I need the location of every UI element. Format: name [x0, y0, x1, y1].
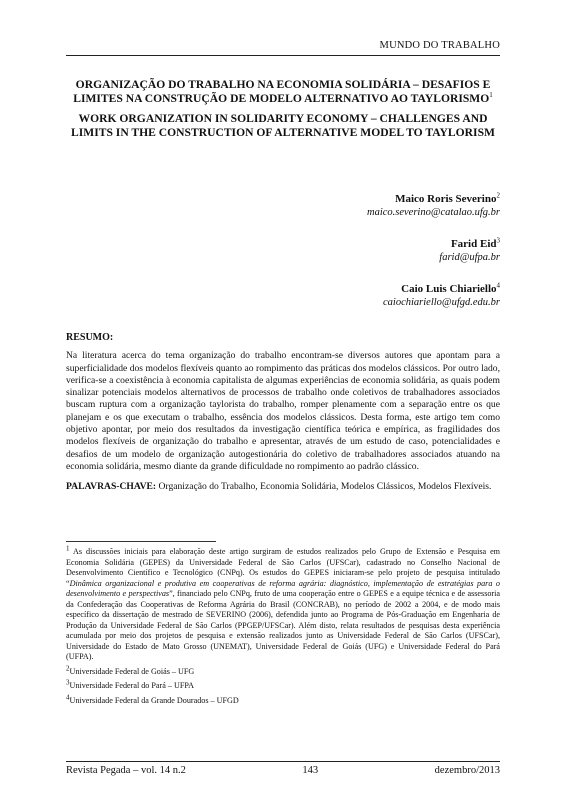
- footnote-2: [66, 663, 500, 678]
- author-block: [367, 192, 500, 327]
- abstract-heading: RESUMO:: [66, 332, 114, 343]
- page-footer: [66, 765, 500, 776]
- title-portuguese: [66, 78, 500, 106]
- footnote-4: [66, 692, 500, 707]
- journal-name: Revista Pegada – vol. 14 n.2: [66, 765, 186, 776]
- footnotes: [66, 544, 500, 710]
- footnote-number: 1: [66, 544, 70, 553]
- author-entry: [367, 237, 500, 265]
- footnote-1: [66, 544, 500, 663]
- footnote-text: ”, financiado pelo CNPq, fruto de uma cooperação entre o GEPES e a equipe técnica e de assessoria da Confederação das Cooperativas de Reforma Agrária do Brasil (CONCRAB), no período de 2002 a 2004, e de modo mais específico da dissertação de mestrado de SEVERINO (2006), defendida junto ao Programa de Pós-Graduação em Engenharia de Produção da Universidade Federal de São Carlos (PPGEP/UFSCar). Além disto, relata resultados de pesquisas desta experiência acumulada por meio dos projetos de pesquisa e extensão realizados junto as Universidade Federal de São Carlos (UFSCar), Universidade do Estado de Mato Grosso (UNEMAT), Universidade Federal de Goiás (UFG) e Universidade Federal do Pará (UFPA).: [66, 589, 500, 661]
- project-title: Dinâmica organizacional e produtiva em cooperativas de reforma agrária: diagnóstico, implementação de estratégias para o desenvolvimento e perspectivas: [66, 578, 500, 598]
- footnote-number: 3: [66, 678, 70, 687]
- author-footnote-marker: 2: [496, 191, 500, 200]
- author-name: Caio Luis Chiariello: [401, 283, 497, 295]
- keywords: [66, 481, 500, 493]
- footnote-text: As discussões iniciais para elaboração deste artigo surgiram de estudos realizados pelo Grupo de Extensão e Pesquisa em Economia Solidária (GEPES) da Universidade Federal de São Carlos (UFSCar), cadastrado no Conselho Nacional de Desenvolvimento Científico e Tecnológico (CNPq). Os estudos do GEPES iniciaram-se pelo projeto de pesquisa intitulado “: [66, 547, 500, 588]
- author-name: Maico Roris Severino: [395, 193, 497, 205]
- abstract-section: [66, 332, 500, 494]
- title-footnote-marker: 1: [489, 91, 493, 100]
- title-english: WORK ORGANIZATION IN SOLIDARITY ECONOMY – CHALLENGES AND LIMITS IN THE CONSTRUCTION OF ALTERNATIVE MODEL TO TAYLORISM: [71, 112, 495, 139]
- keywords-text: Organização do Trabalho, Economia Solidária, Modelos Clássicos, Modelos Flexíveis.: [158, 481, 492, 493]
- running-head: MUNDO DO TRABALHO: [379, 40, 500, 51]
- author-footnote-marker: 3: [496, 236, 500, 245]
- author-name: Farid Eid: [450, 238, 497, 250]
- author-email: farid@ufpa.br: [439, 252, 500, 263]
- keywords-label: PALAVRAS-CHAVE:: [66, 481, 157, 493]
- author-footnote-marker: 4: [496, 281, 500, 290]
- issue-date: dezembro/2013: [434, 765, 500, 776]
- author-email: maico.severino@catalao.ufg.br: [366, 207, 500, 218]
- footnote-number: 2: [66, 663, 70, 672]
- footnote-text: Universidade Federal do Pará – UFPA: [69, 681, 194, 690]
- page-number: 143: [302, 765, 319, 776]
- footnote-text: Universidade Federal de Goiás – UFG: [69, 666, 195, 676]
- footnote-3: [66, 678, 500, 692]
- footer-rule: [66, 761, 500, 762]
- abstract-text: Na literatura acerca do tema organização do trabalho encontram-se diversos autores que apontam para a superficialidade dos modelos flexíveis quanto ao rompimento das práticas dos modelos clássicos. Por outro lado, verifica-se a coexistência à economia capitalista de algumas experiências de economia solidária, as quais podem sinalizar potenciais modelos alternativos de processos de trabalho onde coletivos de trabalhadores associados buscam ruptura com a organização taylorista do trabalho, romper plenamente com a separação entre os que planejam e os que executam o trabalho, essência dos modelos clássicos. Desta forma, este artigo tem como objetivo apontar, por meio dos resultados da investigação científica teórica e empírica, as fragilidades dos modelos flexíveis de organização do trabalho e apresentar, através de um estudo de caso, potencialidades e desafios de um modelo de organização autogestionária do coletivo de trabalhadores associados atuando na economia solidária, mesmo diante da grande dificuldade no rompimento ao padrão clássico.: [66, 350, 500, 472]
- footnote-rule: [66, 541, 216, 542]
- title-block: [66, 78, 500, 140]
- footnote-number: 4: [66, 692, 70, 701]
- author-entry: [367, 282, 500, 310]
- footnote-text: Universidade Federal da Grande Dourados – UFGD: [69, 695, 239, 705]
- title-portuguese-text: ORGANIZAÇÃO DO TRABALHO NA ECONOMIA SOLIDÁRIA – DESAFIOS E LIMITES NA CONSTRUÇÃO DE MODELO ALTERNATIVO AO TAYLORISMO: [73, 78, 491, 105]
- header-rule: [66, 55, 500, 56]
- author-email: caiochiariello@ufgd.edu.br: [383, 297, 500, 308]
- author-entry: [367, 192, 500, 220]
